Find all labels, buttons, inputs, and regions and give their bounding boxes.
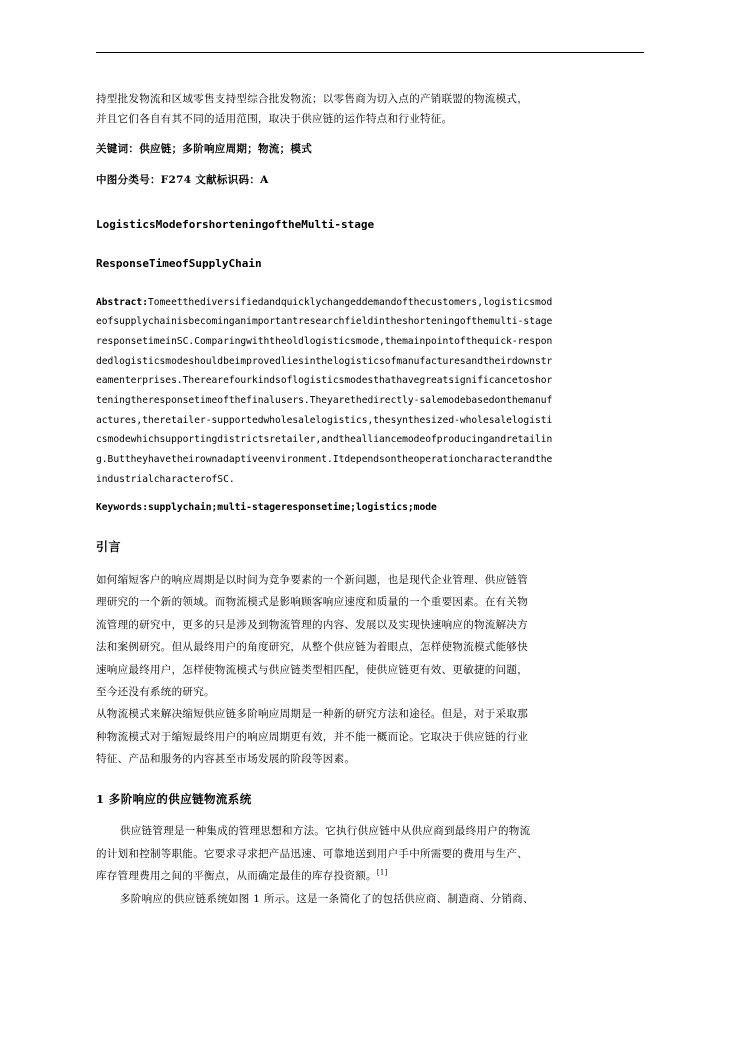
abstract-cn-line: 持型批发物流和区域零售支持型综合批发物流；以零售商为切入点的产销联盟的物流模式， bbox=[96, 93, 528, 105]
intro-line: 至今还没有系统的研究。 bbox=[96, 686, 215, 699]
body-line: 供应链管理是一种集成的管理思想和方法。它执行供应链中从供应商到最终用户的物流 bbox=[120, 825, 531, 838]
keywords-en: Keywords:supplychain;multi-stageresponsetime;logistics;mode bbox=[96, 502, 437, 514]
abstract-cn-line: 并且它们各自有其不同的适用范围，取决于供应链的运作特点和行业特征。 bbox=[96, 113, 453, 126]
body-line: 的计划和控制等职能。它要求寻求把产品迅速、可靠地送到用户手中所需要的费用与生产、 bbox=[96, 847, 528, 860]
abstract-en-line: dedlogisticsmodeshouldbeimprovedliesinthelogisticsofmanufacturesandtheirdownstr bbox=[96, 355, 553, 367]
intro-heading: 引言 bbox=[96, 539, 122, 554]
classification-cn: 中图分类号：F274 文献标识码：A bbox=[96, 174, 269, 187]
keywords-cn: 关键词：供应链；多阶响应周期；物流；模式 bbox=[96, 142, 312, 155]
body-line: 多阶响应的供应链系统如图 1 所示。这是一条简化了的包括供应商、制造商、分销商、 bbox=[120, 892, 534, 905]
abstract-label: Abstract: bbox=[96, 296, 148, 308]
intro-paragraph-1 bbox=[96, 570, 644, 703]
abstract-en-line: teningtheresponsetimeofthefinalusers.Theyarethedirectly-salemodebasedonthemanuf bbox=[96, 394, 553, 406]
abstract-en-line: Tomeetthediversifiedandquicklychangeddemandofthecustomers,logisticsmod bbox=[147, 296, 553, 308]
abstract-en-line: eofsupplychainisbecominganimportantresearchfieldintheshorteningofthemulti-stage bbox=[96, 316, 553, 328]
intro-line: 法和案例研究。但从最终用户的角度研究，从整个供应链为着眼点，怎样使物流模式能够快 bbox=[96, 641, 528, 654]
title-en-line-2: ResponseTimeofSupplyChain bbox=[96, 256, 262, 270]
intro-line: 从物流模式来解决缩短供应链多阶响应周期是一种新的研究方法和途径。但是，对于采取那 bbox=[96, 708, 528, 721]
english-abstract bbox=[96, 293, 644, 490]
abstract-en-line: g.Buttheyhavetheirownadaptiveenvironment.Itdependsontheoperationcharacterandthe bbox=[96, 453, 553, 465]
intro-line: 种物流模式对于缩短最终用户的响应周期更有效，并不能一概而论。它取决于供应链的行业 bbox=[96, 730, 528, 743]
abstract-en-first-line bbox=[96, 293, 644, 313]
intro-line: 理研究的一个新的领域。而物流模式是影响顾客响应速度和质量的一个重要因素。在有关物 bbox=[96, 596, 528, 609]
abstract-en-line: actures,theretailer-supportedwholesalelogistics,thesynthesized-wholesalelogisti bbox=[96, 414, 553, 426]
section-1-heading: 1 多阶响应的供应链物流系统 bbox=[96, 791, 252, 806]
abstract-en-line: csmodewhichsupportingdistrictsretailer,andthealliancemodeofproducingandretailin bbox=[96, 434, 553, 446]
intro-line: 流管理的研究中，更多的只是涉及到物流管理的内容、发展以及实现快速响应的物流解决方 bbox=[96, 618, 528, 631]
section-1-paragraph-1 bbox=[96, 821, 644, 886]
intro-line: 特征、产品和服务的内容甚至市场发展的阶段等因素。 bbox=[96, 753, 356, 766]
title-en-line-1: LogisticsModeforshorteningoftheMulti-stage bbox=[96, 217, 375, 231]
body-line-with-ref bbox=[96, 866, 644, 886]
section-1-paragraph-2 bbox=[96, 889, 644, 909]
intro-line: 速响应最终用户，怎样使物流模式与供应链类型相匹配，使供应链更有效、更敏捷的问题， bbox=[96, 663, 528, 676]
page-content bbox=[96, 52, 644, 911]
intro-line: 如何缩短客户的响应周期是以时间为竞争要素的一个新问题，也是现代企业管理、供应链管 bbox=[96, 573, 528, 586]
abstract-en-line: responsetimeinSC.Comparingwiththeoldlogisticsmode,themainpointofthequick-respon bbox=[96, 335, 553, 347]
chinese-abstract-tail bbox=[96, 89, 644, 130]
abstract-en-line: industrialcharacterofSC. bbox=[96, 473, 235, 485]
intro-paragraph-2 bbox=[96, 704, 644, 769]
header-rule bbox=[96, 52, 644, 53]
body-line-text: 库存管理费用之间的平衡点，从而确定最佳的库存投资额。 bbox=[96, 870, 377, 883]
abstract-en-line: eamenterprises.Therearefourkindsoflogisticsmodesthathavegreatsignificancetoshor bbox=[96, 375, 553, 387]
reference-marker: [1] bbox=[376, 868, 388, 877]
